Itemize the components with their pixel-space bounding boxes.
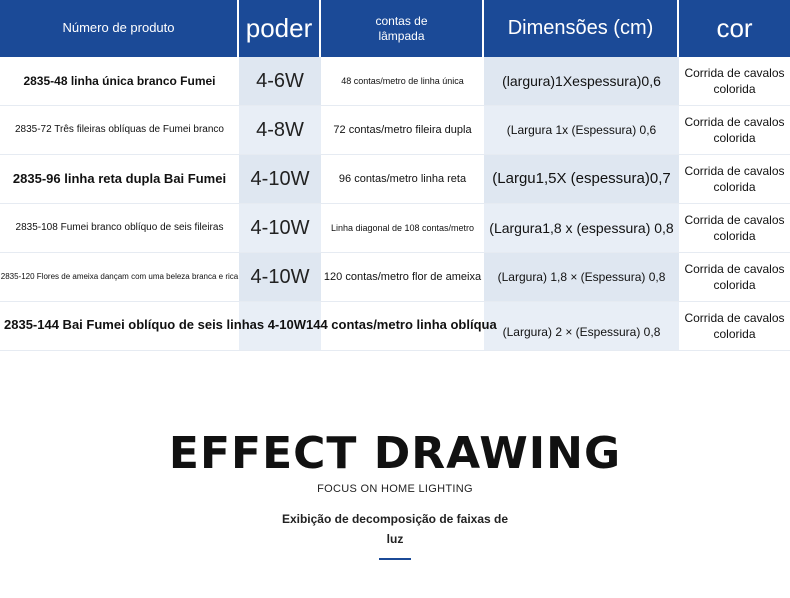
effect-drawing-section bbox=[0, 420, 790, 560]
header-product-number: Número de produto bbox=[0, 0, 239, 57]
table-row bbox=[0, 155, 790, 204]
table-header-row bbox=[0, 0, 790, 57]
beads-cell: 48 contas/metro de linha única bbox=[341, 75, 464, 86]
table-row bbox=[0, 57, 790, 106]
power-cell: 4-8W bbox=[239, 106, 321, 154]
product-cell: 2835-96 linha reta dupla Bai Fumei bbox=[12, 171, 227, 187]
table-row bbox=[0, 253, 790, 302]
color-cell: Corrida de cavalos colorida bbox=[684, 212, 785, 243]
product-cell-overflow: 2835-144 Bai Fumei oblíquo de seis linhas 4-10W144 contas/metro linha oblíqua bbox=[4, 317, 497, 332]
dimensions-cell: (Largu1,5X (espessura)0,7 bbox=[484, 155, 679, 203]
section-title: EFFECT DRAWING bbox=[168, 428, 622, 479]
color-cell: Corrida de cavalos colorida bbox=[684, 261, 785, 292]
color-cell: Corrida de cavalos colorida bbox=[684, 65, 785, 96]
beads-cell: 96 contas/metro linha reta bbox=[338, 172, 467, 185]
accent-divider bbox=[379, 558, 411, 560]
dimensions-cell: (Largura 1x (Espessura) 0,6 bbox=[484, 106, 679, 154]
beads-cell: 120 contas/metro flor de ameixa bbox=[323, 270, 482, 283]
header-beads-line1: contas de bbox=[375, 13, 428, 28]
header-color: cor bbox=[716, 13, 753, 44]
dimensions-cell: (Largura) 1,8 × (Espessura) 0,8 bbox=[484, 253, 679, 301]
beads-cell: Linha diagonal de 108 contas/metro bbox=[330, 222, 475, 233]
beads-cell: 72 contas/metro fileira dupla bbox=[333, 123, 472, 136]
section-subtitle: FOCUS ON HOME LIGHTING bbox=[317, 483, 473, 495]
dimensions-cell: (largura)1Xespessura)0,6 bbox=[484, 57, 679, 105]
product-cell: 2835-72 Três fileiras oblíquas de Fumei branco bbox=[14, 124, 224, 136]
header-beads-line2: lâmpada bbox=[378, 28, 425, 43]
color-cell: Corrida de cavalos colorida bbox=[684, 114, 785, 145]
table-row bbox=[0, 302, 790, 351]
color-cell: Corrida de cavalos colorida bbox=[684, 163, 785, 194]
section-caption: Exibição de decomposição de faixas de luz bbox=[281, 512, 509, 547]
table-body bbox=[0, 57, 790, 351]
header-lamp-beads bbox=[321, 0, 484, 57]
product-cell: 2835-48 linha única branco Fumei bbox=[23, 73, 216, 88]
power-cell: 4-10W bbox=[239, 155, 321, 203]
table-row bbox=[0, 106, 790, 155]
table-row bbox=[0, 204, 790, 253]
dimensions-cell: (Largura1,8 x (espessura) 0,8 bbox=[484, 204, 679, 252]
header-dimensions: Dimensões (cm) bbox=[484, 0, 679, 57]
color-cell: Corrida de cavalos colorida bbox=[684, 310, 785, 341]
power-cell: 4-10W bbox=[239, 253, 321, 301]
header-power: poder bbox=[239, 0, 321, 57]
product-cell: 2835-108 Fumei branco oblíquo de seis fileiras bbox=[15, 222, 224, 234]
product-cell: 2835-120 Flores de ameixa dançam com uma beleza branca e rica bbox=[0, 271, 239, 281]
power-cell: 4-6W bbox=[239, 57, 321, 105]
power-cell: 4-10W bbox=[239, 204, 321, 252]
dimensions-cell: (Largura) 2 × (Espessura) 0,8 bbox=[484, 302, 679, 350]
